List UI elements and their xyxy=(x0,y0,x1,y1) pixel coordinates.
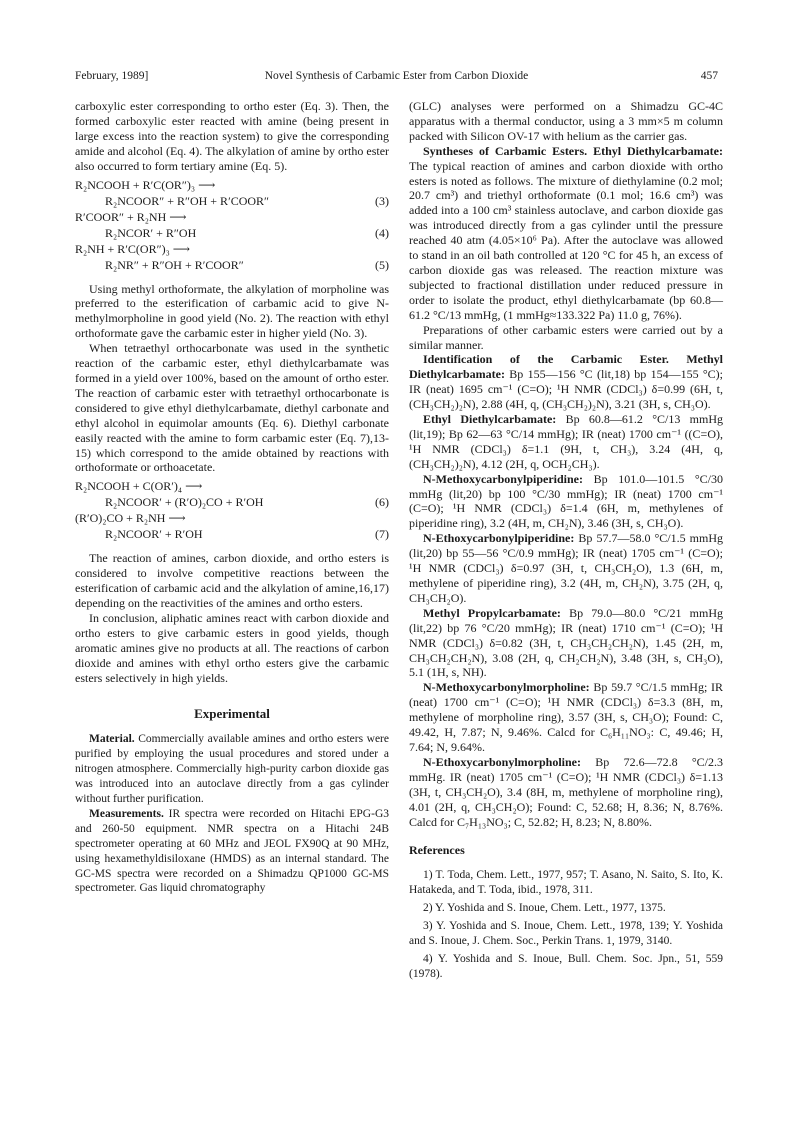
paragraph-body: Bp 155—156 °C (lit,18) bp 154—155 °C); IR (neat) 1695 cm⁻¹ (C=O); ¹H NMR (CDCl₃) δ=0.99 (6H, t, (CH₃CH₂)₂N), 2.88 (4H, q, (CH₃CH₂)₂N), 3.21 (3H, s, CH₃O). xyxy=(409,367,723,412)
equation-line xyxy=(75,194,389,210)
compound-data: Bp 60.8—61.2 °C/13 mmHg (lit,19); Bp 62—63 °C/14 mmHg); IR (neat) 1700 cm⁻¹ ((C=O), ¹H NMR (CDCl₃) δ=1.1 (9H, t, CH₃), 3.24 (4H, q, (CH₃CH₂)₂N), 4.12 (2H, q, OCH₂CH₃). xyxy=(409,412,724,471)
equation-text: R₂NCOOR′ + R′OH xyxy=(105,527,203,542)
reference-item: 2) Y. Yoshida and S. Inoue, Chem. Lett., 1977, 1375. xyxy=(423,902,666,915)
equation-text: R₂NCOOR″ + R″OH + R′COOR″ xyxy=(105,193,270,208)
equation-number: (5) xyxy=(375,257,389,272)
paragraph-body: The typical reaction of amines and carbon dioxide with ortho esters is noted as follows. The mixture of diethylamine (0.2 mol; 20.7 cm³) and triethyl orthoformate (0.1 mol; 16.6 cm³) was added into a 100 cm³ stainless autoclave, and carbon dioxide gas was introduced directly from a gas cylinder until the pressure reached 40 atm (4.05×10⁶ Pa). After the autoclave was allowed to stand in an oil bath controlled at 120 °C for 45 h, an excess of carbon dioxide gas was released. The reaction mixture was subjected to fractional distillation under reduced pressure in order to isolate the product, ethyl diethylcarbamate (bp 60.8—61.2 °C/13 mmHg, (1 mmHg≈133.322 Pa) 11.0 g, 76%). xyxy=(409,158,723,322)
equation-text: (R′O)₂CO + R₂NH ⟶ xyxy=(75,511,186,526)
equation-number: (6) xyxy=(375,495,389,510)
paragraph-body: IR spectra were recorded on Hitachi EPG-G3 and 260-50 equipment. NMR spectra on a Hitachi 24B spectrometer operating at 60 MHz and JEOL FX90Q at 90 MHz, using hexamethyldisiloxane (HMDS) as an internal standard. The GC-MS spectra were recorded on a Shimadzu QP1000 GC-MS spectrometer. Gas liquid chromatography xyxy=(75,807,389,895)
equation-line xyxy=(75,226,389,242)
compound-name: N-Ethoxycarbonylmorpholine: xyxy=(423,754,582,769)
equations-3-5 xyxy=(75,178,389,274)
compound-name: Ethyl Diethylcarbamate: xyxy=(423,412,557,427)
section-heading-experimental: Experimental xyxy=(194,706,270,722)
compound-data: Bp 59.7 °C/1.5 mmHg; IR (neat) 1700 cm⁻¹ (C=O); ¹H NMR (CDCl₃) δ=3.3 (8H, m, methylene of morpholine ring), 3.57 (3H, s, CH₃O); Found: C, 49.42, H, 7.87; N, 9.46%. Calcd for C₆H₁₁NO₃: C, 49.46; H, 7.64; N, 9.64%. xyxy=(409,680,724,754)
run-in-heading: Measurements. xyxy=(89,807,164,820)
paragraph-syntheses xyxy=(409,144,723,323)
equation-line xyxy=(75,210,389,226)
reference-item: 1) T. Toda, Chem. Lett., 1977, 957; T. Asano, N. Saito, S. Ito, K. Hatakeda, and T. Toda, ibid., 1978, 311. xyxy=(409,869,723,897)
equation-text: R₂NCOOR′ + (R′O)₂CO + R′OH xyxy=(105,495,264,510)
page-number: 457 xyxy=(700,70,718,82)
equation-text: R₂NCOOH + C(OR′)₄ ⟶ xyxy=(75,479,203,494)
equation-line xyxy=(75,527,389,543)
paragraph-identification xyxy=(409,352,723,412)
equation-line xyxy=(75,178,389,194)
equation-line xyxy=(75,511,389,527)
references-heading: References xyxy=(409,843,465,858)
run-in-heading: Material. xyxy=(89,733,135,746)
paragraph: carboxylic ester corresponding to ortho ester (Eq. 3). Then, the formed carboxylic ester reacted with amine (being present in large excess into the reaction system) to give the corresponding amide and alcohol (Eq. 4). The alkylation of amine by ortho ester also occurred to form tertiary amine (Eq. 5). xyxy=(75,99,390,173)
compound-name: N-Ethoxycarbonylpiperidine: xyxy=(423,531,575,546)
equation-text: R₂NR″ + R″OH + R′COOR″ xyxy=(105,257,244,272)
left-column xyxy=(75,99,389,896)
run-in-heading: Syntheses of Carbamic Esters. Ethyl Diethylcarbamate: xyxy=(423,143,723,158)
header-date: February, 1989] xyxy=(75,70,149,82)
paragraph: Using methyl orthoformate, the alkylation of morpholine was preferred to the esterification of carbamic acid to give N-methylmorpholine in good yield (No. 2). The reaction with ethyl orthoformate gave the carbamic ester in higher yield (No. 3). xyxy=(75,281,389,341)
paragraph: When tetraethyl orthocarbonate was used in the synthetic reaction of the carbamic ester, ethyl diethylcarbamate was formed in a yield over 100%, based on the amount of ortho ester. The reaction of carbamic ester with tetraethyl orthocarbonate is considered to give ethyl diethylcarbamate, diethyl carbonate and ethyl alcohol in equimolar amounts (Eq. 6). Diethyl carbonate easily reacted with the amine to form carbamic ester (Eq. 7),13-15) which correspond to the amide obtained by reactions with orthoformate or orthoacetate. xyxy=(75,341,389,475)
equation-line xyxy=(75,479,389,495)
equation-line xyxy=(75,495,389,511)
reference-item: 4) Y. Yoshida and S. Inoue, Bull. Chem. Soc. Jpn., 51, 559 (1978). xyxy=(409,953,723,981)
equation-number: (4) xyxy=(375,225,389,240)
equation-number: (3) xyxy=(375,193,389,208)
compound-entry xyxy=(409,606,723,681)
compound-data: Bp 57.7—58.0 °C/1.5 mmHg (lit,20) bp 55—56 °C/0.9 mmHg); IR (neat) 1705 cm⁻¹ (C=O); ¹H NMR (CDCl₃) δ=0.97 (3H, t, CH₃CH₂O), 1.3 (6H, m, methylene of piperidine ring), 3.2 (4H, m, CH₂N), 3.75 (2H, q, CH₃CH₂O). xyxy=(409,531,723,605)
paragraph: The reaction of amines, carbon dioxide, and ortho esters is considered to involve competitive reactions between the esterification of carbamic acid and the alkylation of amine,16,17) depending on the reactivities of the amines and ortho esters. xyxy=(75,551,389,611)
header-title: Novel Synthesis of Carbamic Ester from Carbon Dioxide xyxy=(264,70,529,82)
compound-entry xyxy=(409,680,723,755)
paragraph: In conclusion, aliphatic amines react with carbon dioxide and ortho esters to give carbamic esters in good yields, though aromatic amines give no products at all. The reactions of carbon dioxide and amines with ethyl ortho esters give the carbamic esters selectively in high yields. xyxy=(75,610,389,685)
compound-name: N-Methoxycarbonylpiperidine: xyxy=(423,471,583,486)
equation-line xyxy=(75,242,389,258)
running-header xyxy=(75,70,718,86)
compound-data: Bp 79.0—80.0 °C/21 mmHg (lit,22) bp 76 °C/20 mmHg); IR (neat) 1710 cm⁻¹ (C=O); ¹H NMR (CDCl₃) δ=0.82 (3H, t, CH₃CH₂CH₂N), 1.45 (2H, m, CH₃CH₂CH₂N), 3.08 (2H, q, CH₂CH₂N), 3.48 (3H, s, CH₃O), 5.1 (1H, s, NH). xyxy=(409,605,723,680)
equation-number: (7) xyxy=(375,527,389,542)
compound-entry xyxy=(409,472,723,532)
equation-text: R₂NCOR′ + R″OH xyxy=(105,225,197,240)
equation-text: R′COOR″ + R₂NH ⟶ xyxy=(75,209,187,224)
equation-text: R₂NCOOH + R′C(OR″)₃ ⟶ xyxy=(75,177,216,192)
compound-entry xyxy=(409,412,723,472)
paragraph-body: Commercially available amines and ortho esters were purified by employing the usual procedures and stored under a nitrogen atmosphere. Commercially high-purity carbon dioxide gas was introduced into an autoclave directly from a gas cylinder without further purification. xyxy=(75,733,389,805)
paragraph-measurements xyxy=(75,807,389,896)
equation-line xyxy=(75,258,389,274)
equation-text: R₂NH + R′C(OR″)₃ ⟶ xyxy=(75,241,190,256)
compound-data: Bp 72.6—72.8 °C/2.3 mmHg. IR (neat) 1705 cm⁻¹ (C=O); ¹H NMR (CDCl₃) δ=1.13 (3H, t, CH₃CH₂O), 3.4 (8H, m, methylene of morpholine ring), 4.01 (2H, q, CH₃CH₂O); Found: C, 52.68; H, 8.36; N, 8.76%. Calcd for C₇H₁₃NO₃; C, 52.82; H, 8.23; N, 8.80%. xyxy=(409,754,723,829)
compound-entry xyxy=(409,531,723,606)
reference-item: 3) Y. Yoshida and S. Inoue, Chem. Lett., 1978, 139; Y. Yoshida and S. Inoue, J. Chem. Soc., Perkin Trans. 1, 1979, 3140. xyxy=(409,920,723,948)
compound-entry xyxy=(409,755,723,830)
equations-6-7 xyxy=(75,479,389,543)
paragraph-material xyxy=(75,732,389,807)
run-in-heading: Identification of the Carbamic Ester. Methyl Diethylcarbamate: xyxy=(409,352,723,382)
compound-data: Bp 101.0—101.5 °C/30 mmHg (lit,20) bp 100 °C/30 mmHg); IR (neat) 1700 cm⁻¹ (C=O); ¹H NMR (CDCl₃) δ=1.4 (6H, m, methylenes of piperidine ring), 3.2 (4H, m, CH₂N), 3.46 (3H, s, CH₃O). xyxy=(409,471,724,531)
paragraph: Preparations of other carbamic esters were carried out by a similar manner. xyxy=(409,322,723,352)
compound-name: N-Methoxycarbonylmorpholine: xyxy=(423,680,590,695)
paragraph: (GLC) analyses were performed on a Shimadzu GC-4C apparatus with a thermal conductor, using a 3 mm×5 m column packed with Silicon OV-17 with helium as the carrier gas. xyxy=(409,99,723,143)
compound-name: Methyl Propylcarbamate: xyxy=(423,605,561,620)
right-column xyxy=(409,99,723,985)
